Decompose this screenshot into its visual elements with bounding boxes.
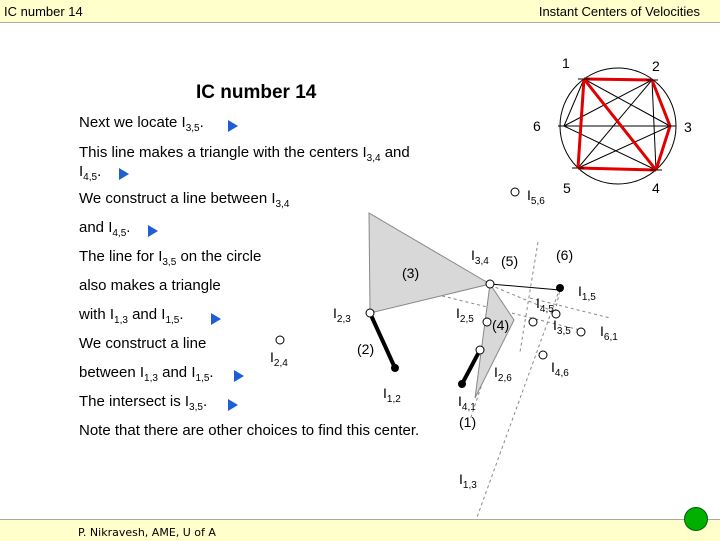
label-i46: $I_{4,6}$ — [551, 359, 569, 379]
text-line-5: and $I_{4,5}$. — [79, 219, 131, 239]
text-line-4: We construct a line between $I_{3,4}$ — [79, 190, 290, 210]
pivot-i25 — [483, 318, 491, 326]
text-line-11: The intersect is $I_{3,5}$. — [79, 393, 208, 413]
label-link-4: (4) — [492, 317, 510, 333]
footer-credit: P. Nikravesh, AME, U of A — [78, 526, 216, 539]
label-i61: $I_{6,1}$ — [600, 323, 618, 343]
text-line-9: We construct a line — [79, 335, 207, 352]
pivot-i12 — [391, 364, 399, 372]
header-left-title: IC number 14 — [4, 4, 83, 19]
label-i34: $I_{3,4}$ — [471, 247, 489, 267]
text-line-2: This line makes a triangle with the centers $I_{3,4}$ and — [79, 144, 410, 164]
text-line-7: also makes a triangle — [79, 277, 221, 294]
label-i25: $I_{2,5}$ — [456, 305, 474, 325]
label-i56: $I_{5,6}$ — [527, 187, 545, 207]
pivot-i14 — [458, 380, 466, 388]
pivot-i24 — [276, 336, 284, 344]
footer-bar — [0, 519, 720, 541]
pivot-i46 — [539, 351, 547, 359]
label-link-5: (5) — [501, 253, 519, 269]
text-line-8: with $I_{1,3}$ and $I_{1,5}$. — [79, 306, 184, 326]
step-arrow-4[interactable] — [211, 313, 221, 325]
text-line-6: The line for $I_{3,5}$ on the circle — [79, 248, 262, 268]
text-line-1: Next we locate $I_{3,5}$. — [79, 114, 204, 134]
pivot-i61 — [577, 328, 585, 336]
text-line-3: $I_{4,5}$. — [79, 163, 102, 183]
label-i41: $I_{4,1}$ — [458, 393, 476, 413]
text-line-10: between $I_{1,3}$ and $I_{1,5}$. — [79, 364, 214, 384]
circle-node-4: 4 — [652, 180, 660, 196]
pivot-i26 — [476, 346, 484, 354]
circle-node-6: 6 — [533, 118, 541, 134]
pivot-i34 — [486, 280, 494, 288]
text-line-12: Note that there are other choices to find this center. — [79, 422, 420, 439]
step-arrow-1[interactable] — [228, 120, 238, 132]
next-slide-button[interactable] — [684, 507, 708, 531]
label-i24: $I_{2,4}$ — [270, 349, 288, 369]
pivot-i56 — [511, 188, 519, 196]
link-3-body — [369, 213, 490, 313]
label-i45: $I_{4,5}$ — [536, 295, 554, 315]
pivot-i15 — [556, 284, 564, 292]
circle-highlight-lines — [578, 79, 670, 170]
step-arrow-2[interactable] — [119, 168, 129, 180]
label-link-2: (2) — [357, 341, 375, 357]
pivot-i23 — [366, 309, 374, 317]
step-arrow-6[interactable] — [228, 399, 238, 411]
label-link-3: (3) — [402, 265, 420, 281]
label-link-6: (6) — [556, 247, 574, 263]
label-i12: $I_{1,2}$ — [383, 385, 401, 405]
label-i26: $I_{2,6}$ — [494, 364, 512, 384]
label-i15: $I_{1,5}$ — [578, 283, 596, 303]
pivot-i45 — [529, 318, 537, 326]
circle-node-2: 2 — [652, 58, 660, 74]
slide-title: IC number 14 — [196, 82, 317, 103]
label-i13: $I_{1,3}$ — [459, 471, 477, 491]
label-link-1: (1) — [459, 414, 477, 430]
step-arrow-3[interactable] — [148, 225, 158, 237]
circle-node-3: 3 — [684, 119, 692, 135]
header-right-title: Instant Centers of Velocities — [538, 4, 700, 19]
step-arrow-5[interactable] — [234, 370, 244, 382]
label-i35: $I_{3,5}$ — [553, 317, 571, 337]
label-i23: $I_{2,3}$ — [333, 305, 351, 325]
link-5-bar — [490, 284, 560, 290]
circle-node-1: 1 — [562, 55, 570, 71]
circle-node-5: 5 — [563, 180, 571, 196]
